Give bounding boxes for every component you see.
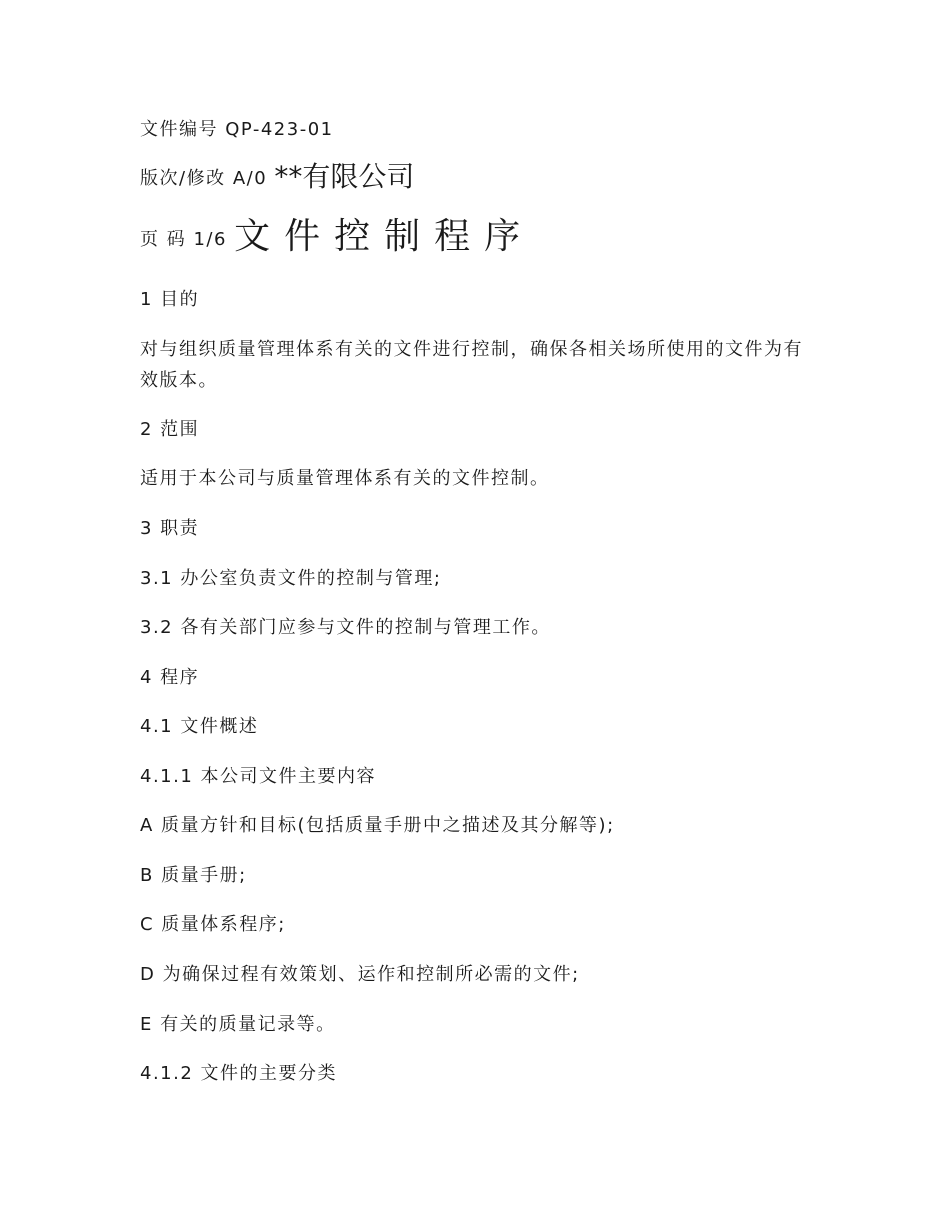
section-2-body: 适用于本公司与质量管理体系有关的文件控制。 bbox=[140, 468, 550, 489]
revision-label: 版次/修改 bbox=[140, 168, 226, 189]
list-item-a: A 质量方针和目标(包括质量手册中之描述及其分解等); bbox=[140, 815, 615, 836]
section-4-heading: 4 程序 bbox=[140, 667, 200, 688]
revision-line bbox=[140, 160, 415, 193]
section-1-body: 对与组织质量管理体系有关的文件进行控制，确保各相关场所使用的文件为有效版本。 bbox=[140, 339, 803, 391]
section-1-heading: 1 目的 bbox=[140, 289, 200, 310]
file-number-value: QP-423-01 bbox=[225, 119, 334, 140]
list-item-e: E 有关的质量记录等。 bbox=[140, 1014, 336, 1035]
list-item-b: B 质量手册; bbox=[140, 865, 247, 886]
page-number-label: 页 码 bbox=[140, 229, 187, 250]
section-3-heading: 3 职责 bbox=[140, 518, 200, 539]
section-2-heading: 2 范围 bbox=[140, 419, 200, 440]
document-title: 文件控制程序 bbox=[234, 216, 535, 257]
list-item-d: D 为确保过程有效策划、运作和控制所必需的文件; bbox=[140, 964, 580, 985]
section-4-1-1: 4.1.1 本公司文件主要内容 bbox=[140, 766, 377, 787]
section-3-1: 3.1 办公室负责文件的控制与管理; bbox=[140, 568, 442, 589]
page-number-line bbox=[140, 216, 535, 257]
page-number-value: 1/6 bbox=[193, 229, 227, 250]
section-4-1: 4.1 文件概述 bbox=[140, 716, 259, 737]
revision-value: A/0 bbox=[232, 168, 268, 189]
file-number-line bbox=[140, 118, 334, 142]
company-name: **有限公司 bbox=[274, 160, 415, 193]
list-item-c: C 质量体系程序; bbox=[140, 914, 286, 935]
section-4-1-2: 4.1.2 文件的主要分类 bbox=[140, 1063, 338, 1084]
file-number-label: 文件编号 bbox=[140, 119, 218, 140]
section-3-2: 3.2 各有关部门应参与文件的控制与管理工作。 bbox=[140, 617, 551, 638]
